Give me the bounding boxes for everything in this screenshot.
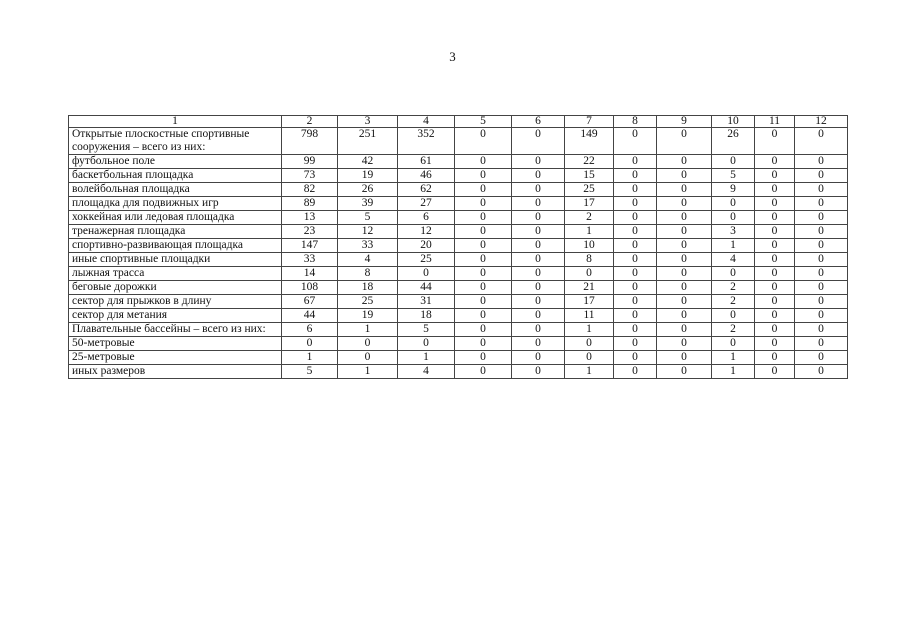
table-cell: 0	[338, 337, 398, 351]
page-number: 3	[449, 49, 456, 64]
table-cell: 0	[657, 169, 712, 183]
table-cell: 2	[712, 323, 755, 337]
table-cell: 0	[795, 183, 848, 197]
table-row	[69, 128, 848, 155]
table-cell: 0	[455, 128, 512, 155]
table-cell: 0	[338, 351, 398, 365]
table-cell: 0	[657, 281, 712, 295]
row-label: лыжная трасса	[69, 267, 282, 281]
table-cell: 0	[455, 323, 512, 337]
table-cell: 0	[712, 337, 755, 351]
table-cell: 0	[512, 295, 565, 309]
table-cell: 0	[512, 323, 565, 337]
table-row	[69, 155, 848, 169]
table-cell: 0	[657, 309, 712, 323]
table-cell: 1	[712, 365, 755, 379]
table-cell: 0	[455, 253, 512, 267]
table-cell: 19	[338, 309, 398, 323]
table-row	[69, 295, 848, 309]
table-cell: 0	[455, 169, 512, 183]
row-label: сектор для прыжков в длину	[69, 295, 282, 309]
table-cell: 0	[455, 155, 512, 169]
table-cell: 1	[712, 239, 755, 253]
column-header: 3	[338, 116, 398, 128]
table-cell: 12	[398, 225, 455, 239]
table-cell: 0	[455, 365, 512, 379]
table-cell: 0	[282, 337, 338, 351]
table-cell: 0	[512, 128, 565, 155]
row-label: Открытые плоскостные спортивные сооружения – всего из них:	[69, 128, 282, 155]
table-cell: 6	[282, 323, 338, 337]
table-cell: 0	[755, 323, 795, 337]
table-cell: 0	[565, 337, 614, 351]
column-header: 12	[795, 116, 848, 128]
table-cell: 0	[795, 225, 848, 239]
table-cell: 0	[657, 295, 712, 309]
table-cell: 0	[795, 239, 848, 253]
table-cell: 0	[455, 197, 512, 211]
table-cell: 0	[712, 211, 755, 225]
table-cell: 0	[657, 351, 712, 365]
table-cell: 0	[512, 267, 565, 281]
row-label: спортивно-развивающая площадка	[69, 239, 282, 253]
table-cell: 39	[338, 197, 398, 211]
table-cell: 0	[614, 183, 657, 197]
table-cell: 8	[338, 267, 398, 281]
column-header: 4	[398, 116, 455, 128]
table-cell: 0	[657, 323, 712, 337]
table-cell: 0	[755, 281, 795, 295]
table-cell: 0	[512, 155, 565, 169]
table-cell: 0	[755, 128, 795, 155]
table-cell: 0	[755, 295, 795, 309]
table-cell: 25	[338, 295, 398, 309]
row-label: беговые дорожки	[69, 281, 282, 295]
table-cell: 0	[565, 267, 614, 281]
column-header: 2	[282, 116, 338, 128]
table-cell: 0	[455, 351, 512, 365]
table-cell: 0	[795, 365, 848, 379]
row-label: хоккейная или ледовая площадка	[69, 211, 282, 225]
table-cell: 5	[712, 169, 755, 183]
table-cell: 0	[512, 309, 565, 323]
table-cell: 67	[282, 295, 338, 309]
table-row	[69, 365, 848, 379]
table-cell: 0	[512, 197, 565, 211]
table-cell: 44	[398, 281, 455, 295]
table-row	[69, 211, 848, 225]
row-label: волейбольная площадка	[69, 183, 282, 197]
column-header: 1	[69, 116, 282, 128]
table-body	[69, 128, 848, 379]
table-cell: 33	[282, 253, 338, 267]
table-cell: 0	[795, 211, 848, 225]
table-cell: 25	[398, 253, 455, 267]
table-cell: 0	[455, 239, 512, 253]
table-cell: 18	[398, 309, 455, 323]
row-label: 50-метровые	[69, 337, 282, 351]
table-cell: 1	[398, 351, 455, 365]
column-header: 5	[455, 116, 512, 128]
table-cell: 0	[565, 351, 614, 365]
table-cell: 0	[795, 267, 848, 281]
table-row	[69, 323, 848, 337]
table-cell: 0	[455, 225, 512, 239]
table-cell: 14	[282, 267, 338, 281]
table-row	[69, 309, 848, 323]
table-cell: 4	[712, 253, 755, 267]
row-label: футбольное поле	[69, 155, 282, 169]
table-cell: 61	[398, 155, 455, 169]
table-cell: 0	[614, 295, 657, 309]
row-label: 25-метровые	[69, 351, 282, 365]
table-cell: 0	[512, 183, 565, 197]
table-cell: 15	[565, 169, 614, 183]
table-cell: 0	[614, 267, 657, 281]
table-cell: 0	[614, 281, 657, 295]
table-cell: 0	[614, 309, 657, 323]
column-header: 11	[755, 116, 795, 128]
table-row	[69, 239, 848, 253]
table-row	[69, 337, 848, 351]
table-cell: 5	[398, 323, 455, 337]
table-cell: 0	[614, 323, 657, 337]
table-cell: 0	[512, 365, 565, 379]
table-cell: 798	[282, 128, 338, 155]
table-cell: 0	[614, 239, 657, 253]
table-cell: 0	[795, 197, 848, 211]
table-cell: 0	[512, 169, 565, 183]
table-cell: 27	[398, 197, 455, 211]
table-cell: 46	[398, 169, 455, 183]
row-label: иных размеров	[69, 365, 282, 379]
table-cell: 0	[657, 128, 712, 155]
table-cell: 352	[398, 128, 455, 155]
table-cell: 0	[795, 253, 848, 267]
table-row	[69, 169, 848, 183]
table-cell: 0	[657, 239, 712, 253]
table-cell: 0	[657, 225, 712, 239]
table-cell: 5	[282, 365, 338, 379]
table-cell: 0	[755, 239, 795, 253]
table-cell: 2	[565, 211, 614, 225]
table-cell: 0	[455, 309, 512, 323]
table-cell: 0	[614, 337, 657, 351]
table-cell: 1	[565, 365, 614, 379]
table-cell: 25	[565, 183, 614, 197]
table-cell: 251	[338, 128, 398, 155]
table-cell: 1	[565, 225, 614, 239]
table-cell: 0	[755, 253, 795, 267]
table-cell: 82	[282, 183, 338, 197]
table-cell: 0	[455, 295, 512, 309]
table-cell: 0	[512, 239, 565, 253]
table-cell: 2	[712, 281, 755, 295]
table-cell: 22	[565, 155, 614, 169]
table-cell: 0	[614, 211, 657, 225]
column-header: 8	[614, 116, 657, 128]
table-cell: 1	[338, 323, 398, 337]
table-cell: 42	[338, 155, 398, 169]
table-cell: 17	[565, 295, 614, 309]
table-cell: 0	[512, 211, 565, 225]
table-cell: 0	[657, 155, 712, 169]
table-cell: 0	[755, 211, 795, 225]
table-cell: 0	[512, 281, 565, 295]
table-cell: 0	[455, 337, 512, 351]
table-cell: 0	[712, 309, 755, 323]
table-cell: 0	[455, 281, 512, 295]
table-cell: 62	[398, 183, 455, 197]
table-cell: 17	[565, 197, 614, 211]
table-cell: 0	[455, 211, 512, 225]
table-row	[69, 351, 848, 365]
table-cell: 0	[657, 183, 712, 197]
table-cell: 1	[338, 365, 398, 379]
table-cell: 0	[657, 253, 712, 267]
column-header: 7	[565, 116, 614, 128]
table-row	[69, 267, 848, 281]
table-cell: 0	[657, 337, 712, 351]
table-cell: 0	[755, 183, 795, 197]
table-cell: 9	[712, 183, 755, 197]
table-cell: 0	[614, 128, 657, 155]
table-cell: 33	[338, 239, 398, 253]
table-cell: 0	[795, 169, 848, 183]
table-cell: 6	[398, 211, 455, 225]
table-cell: 20	[398, 239, 455, 253]
table-cell: 0	[512, 351, 565, 365]
table-cell: 31	[398, 295, 455, 309]
table-cell: 0	[398, 267, 455, 281]
table-cell: 0	[614, 169, 657, 183]
table-cell: 12	[338, 225, 398, 239]
table-cell: 0	[657, 365, 712, 379]
table-cell: 0	[755, 197, 795, 211]
table-cell: 0	[455, 183, 512, 197]
table-cell: 4	[338, 253, 398, 267]
table-cell: 0	[614, 351, 657, 365]
column-header: 10	[712, 116, 755, 128]
table-cell: 0	[712, 197, 755, 211]
table-cell: 0	[512, 337, 565, 351]
table-cell: 0	[755, 169, 795, 183]
row-label: сектор для метания	[69, 309, 282, 323]
row-label: Плавательные бассейны – всего из них:	[69, 323, 282, 337]
table-cell: 0	[614, 225, 657, 239]
table-cell: 18	[338, 281, 398, 295]
table-cell: 21	[565, 281, 614, 295]
table-cell: 19	[338, 169, 398, 183]
table-row	[69, 183, 848, 197]
table-cell: 0	[614, 253, 657, 267]
table-row	[69, 253, 848, 267]
table-cell: 0	[657, 197, 712, 211]
column-header: 6	[512, 116, 565, 128]
table-cell: 0	[755, 267, 795, 281]
table-cell: 5	[338, 211, 398, 225]
table-cell: 0	[755, 337, 795, 351]
table-cell: 8	[565, 253, 614, 267]
table-cell: 0	[614, 155, 657, 169]
row-label: иные спортивные площадки	[69, 253, 282, 267]
table-cell: 4	[398, 365, 455, 379]
table-cell: 0	[657, 267, 712, 281]
table-cell: 0	[712, 267, 755, 281]
table-row	[69, 281, 848, 295]
table-cell: 11	[565, 309, 614, 323]
table-cell: 0	[795, 351, 848, 365]
table-cell: 0	[795, 281, 848, 295]
table-cell: 1	[712, 351, 755, 365]
table-cell: 2	[712, 295, 755, 309]
column-header: 9	[657, 116, 712, 128]
table-row	[69, 225, 848, 239]
header-row	[69, 116, 848, 128]
table-cell: 23	[282, 225, 338, 239]
table-cell: 0	[795, 155, 848, 169]
table-cell: 0	[755, 351, 795, 365]
row-label: тренажерная площадка	[69, 225, 282, 239]
table-cell: 1	[282, 351, 338, 365]
table-cell: 0	[712, 155, 755, 169]
statistics-table	[68, 115, 848, 379]
table-cell: 1	[565, 323, 614, 337]
table-cell: 44	[282, 309, 338, 323]
table-cell: 108	[282, 281, 338, 295]
table-cell: 149	[565, 128, 614, 155]
table-cell: 0	[795, 323, 848, 337]
table-cell: 0	[755, 155, 795, 169]
table-cell: 0	[755, 225, 795, 239]
table-cell: 99	[282, 155, 338, 169]
table-cell: 0	[657, 211, 712, 225]
table-cell: 0	[614, 365, 657, 379]
table-cell: 26	[338, 183, 398, 197]
table-cell: 0	[614, 197, 657, 211]
table-cell: 147	[282, 239, 338, 253]
table-cell: 13	[282, 211, 338, 225]
table-cell: 0	[795, 337, 848, 351]
table-cell: 0	[398, 337, 455, 351]
table-cell: 0	[795, 309, 848, 323]
row-label: площадка для подвижных игр	[69, 197, 282, 211]
table-cell: 73	[282, 169, 338, 183]
table-cell: 26	[712, 128, 755, 155]
table-cell: 0	[755, 309, 795, 323]
table-cell: 0	[512, 253, 565, 267]
table-cell: 0	[455, 267, 512, 281]
table-cell: 0	[512, 225, 565, 239]
table-cell: 0	[755, 365, 795, 379]
table-cell: 10	[565, 239, 614, 253]
table-cell: 0	[795, 128, 848, 155]
table-cell: 3	[712, 225, 755, 239]
row-label: баскетбольная площадка	[69, 169, 282, 183]
table-cell: 0	[795, 295, 848, 309]
table-cell: 89	[282, 197, 338, 211]
table-row	[69, 197, 848, 211]
